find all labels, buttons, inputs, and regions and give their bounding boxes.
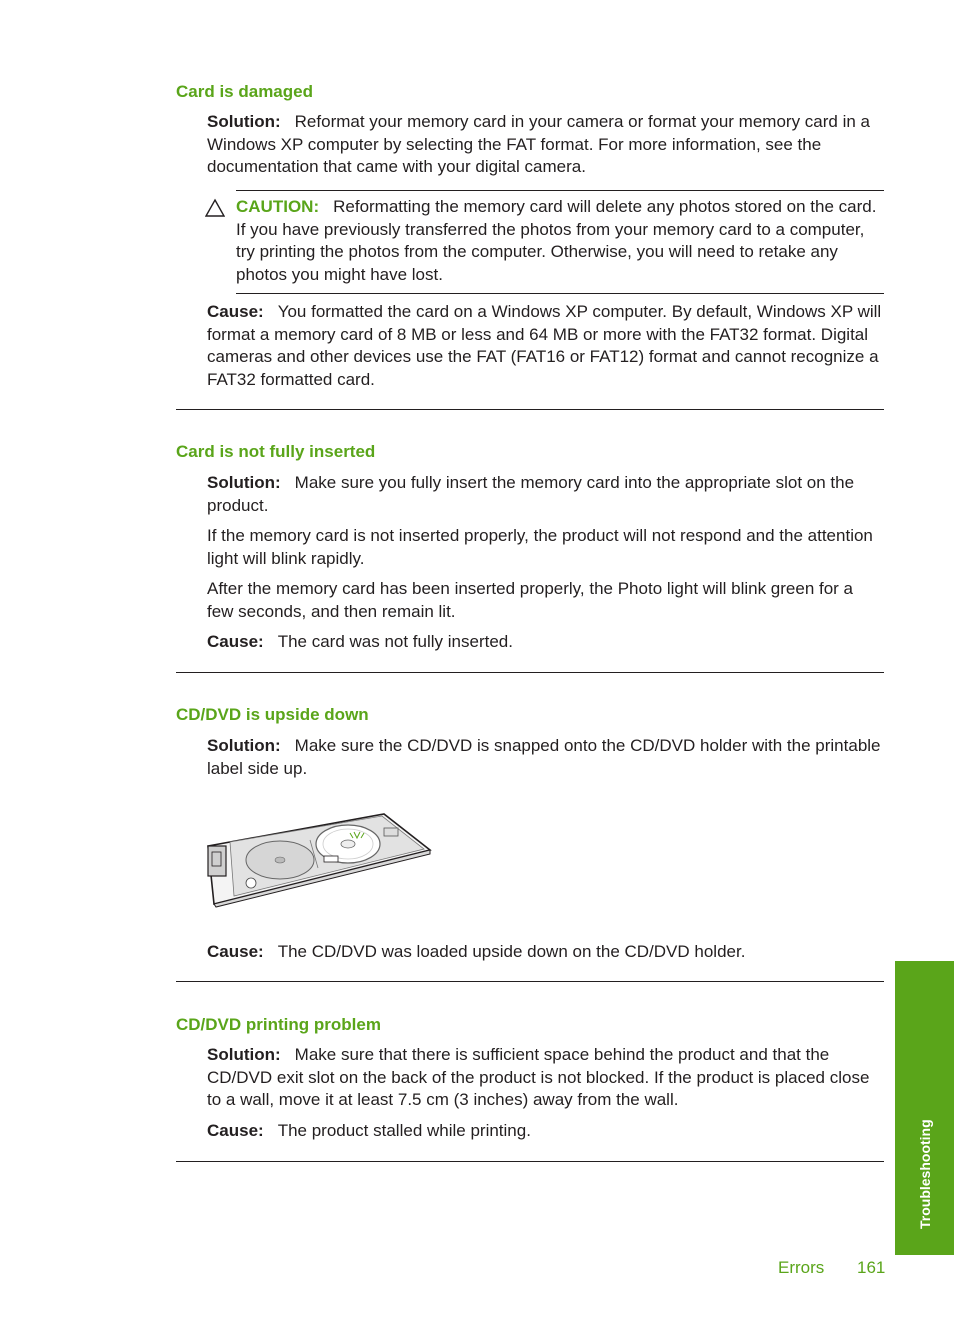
section-heading: Card is damaged [176, 82, 313, 101]
cause-paragraph [207, 1120, 884, 1143]
section-heading: Card is not fully inserted [176, 442, 376, 461]
solution-label: Solution: [207, 112, 281, 131]
solution-paragraph [207, 472, 884, 517]
section-divider [176, 981, 884, 982]
section-card-damaged [176, 81, 884, 179]
cause-label: Cause: [207, 1120, 264, 1140]
section-heading: CD/DVD printing problem [176, 1015, 381, 1034]
caution-triangle-icon [205, 198, 225, 218]
footer-page-number: 161 [857, 1258, 886, 1277]
body-paragraph: After the memory card has been inserted properly, the Photo light will blink green for a few seconds, and then remain lit. [207, 579, 854, 621]
body-paragraph: If the memory card is not inserted properly, the product will not respond and the attention light will blink rapidly. [207, 526, 873, 568]
solution-paragraph [207, 735, 884, 780]
footer-section-name: Errors [778, 1258, 825, 1277]
section-heading: CD/DVD is upside down [176, 705, 369, 724]
cause-label: Cause: [207, 632, 264, 651]
solution-text: Make sure you fully insert the memory card into the appropriate slot on the product. [207, 473, 855, 515]
cause-label: Cause: [207, 302, 264, 321]
chapter-tab-label: Troubleshooting [916, 1119, 933, 1229]
cause-label: Cause: [207, 942, 264, 961]
section-cd-upside-down [176, 704, 884, 780]
cause-text: The CD/DVD was loaded upside down on the CD/DVD holder. [277, 942, 746, 961]
solution-label: Solution: [207, 736, 281, 755]
solution-text: Reformat your memory card in your camera or format your memory card in a Windows XP computer by selecting the FAT format. For more information, see the documentation that came with your digital camera. [207, 112, 870, 176]
section-cd-printing-problem [176, 1014, 884, 1142]
cause-paragraph [207, 301, 884, 391]
solution-label: Solution: [207, 473, 281, 492]
solution-paragraph [207, 1044, 884, 1112]
section-divider [176, 1161, 884, 1162]
cause-paragraph [207, 631, 884, 654]
caution-text: Reformatting the memory card will delete any photos stored on the card. If you have previously transferred the photos from your memory card to a computer, try printing the photos from the computer. Otherwise, you will need to retake any photos you might have lost. [236, 197, 877, 284]
cd-dvd-holder-illustration [204, 808, 434, 910]
solution-text: Make sure the CD/DVD is snapped onto the CD/DVD holder with the printable label side up. [207, 736, 881, 778]
cause-text: You formatted the card on a Windows XP computer. By default, Windows XP will format a memory card of 8 MB or less and 64 MB or more with the FAT32 format. Digital cameras and other devices use the FAT (FAT16 or FAT12) format and cannot recognize a FAT32 formatted card. [207, 302, 882, 389]
caution-paragraph [236, 196, 884, 286]
solution-label: Solution: [207, 1045, 281, 1064]
section-card-damaged-cause [176, 301, 884, 391]
caution-label: CAUTION: [236, 197, 320, 216]
solution-paragraph [207, 111, 884, 179]
section-cd-upside-down-cause [176, 941, 884, 964]
solution-text: Make sure that there is sufficient space behind the product and that the CD/DVD exit slot on the back of the product is not blocked. If the product is placed close to a wall, move it at least 7.5 cm (3 inches) away from the wall. [207, 1045, 870, 1109]
cause-paragraph [207, 941, 884, 964]
caution-box [236, 190, 884, 294]
section-card-not-inserted [176, 441, 884, 654]
section-divider [176, 672, 884, 673]
chapter-side-tab [895, 961, 954, 1255]
cause-text: The card was not fully inserted. [277, 632, 513, 651]
section-divider [176, 409, 884, 410]
cause-text: The product stalled while printing. [277, 1120, 531, 1140]
